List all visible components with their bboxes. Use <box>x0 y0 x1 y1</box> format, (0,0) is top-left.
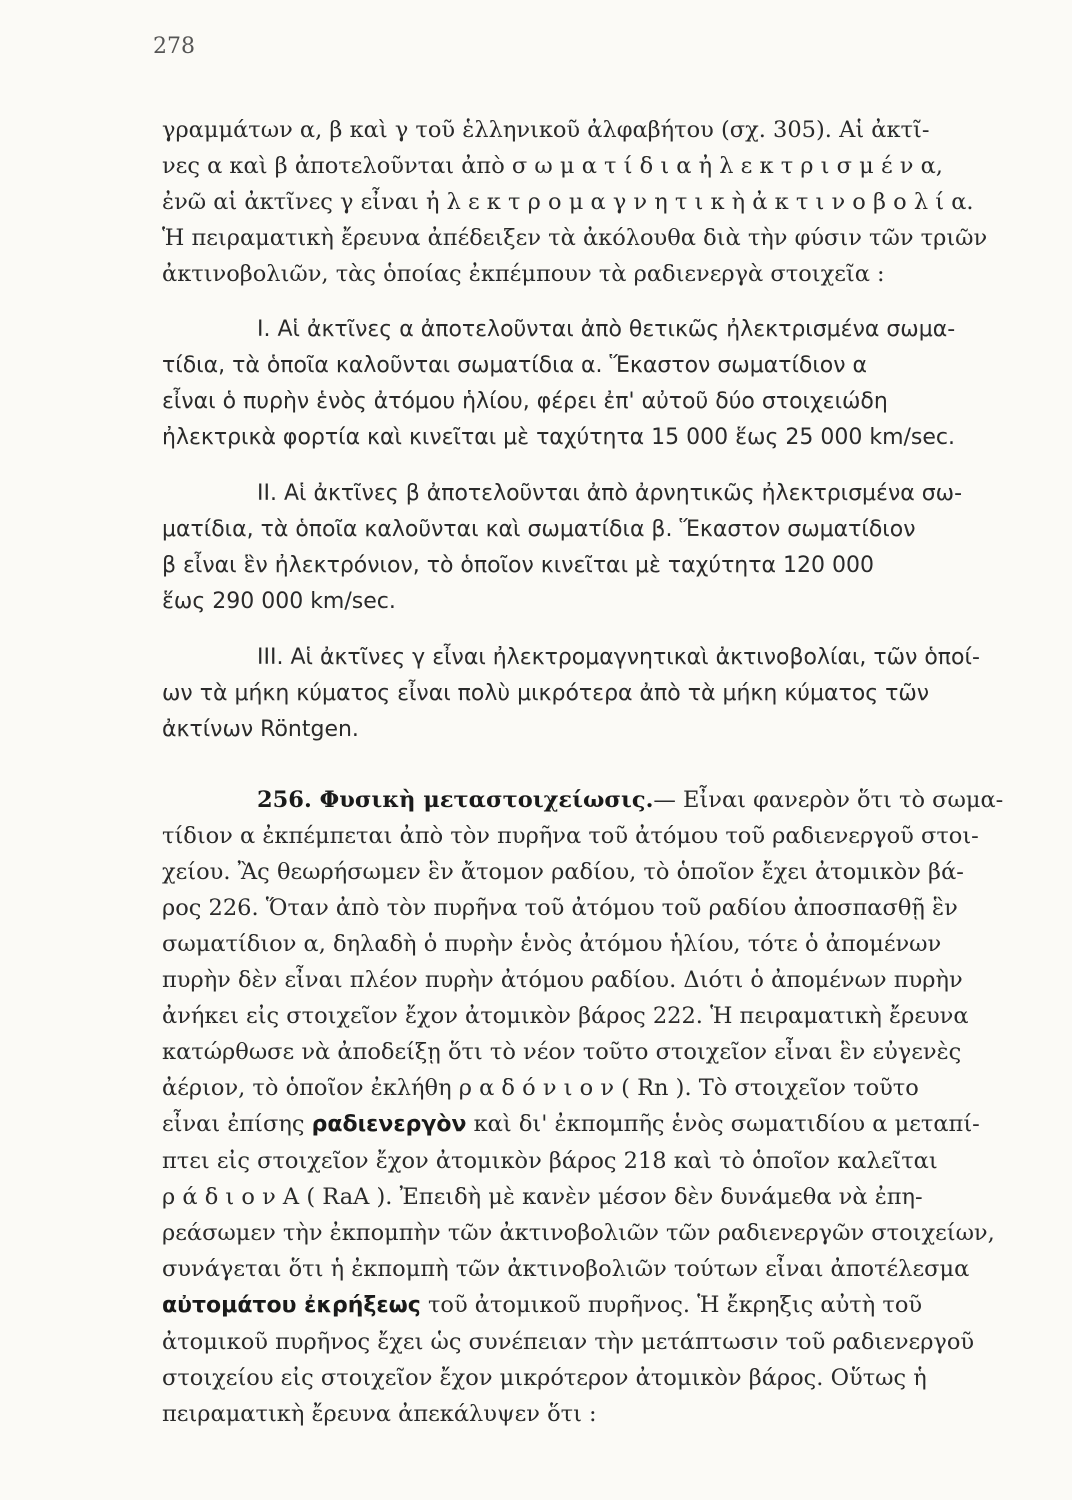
text-line: στοιχείου εἰς στοιχεῖον ἔχον μικρότερον ἀτομικὸν βάρος. Οὕτως ἡ <box>162 1365 927 1391</box>
intro-paragraph <box>162 112 1022 292</box>
text-line: χείου. Ἂς θεωρήσωμεν ἓν ἄτομον ραδίου, τὸ ὁποῖον ἔχει ἀτομικὸν βά- <box>162 859 964 885</box>
text-line: τίδιον α ἐκπέμπεται ἀπὸ τὸν πυρῆνα τοῦ ἀτόμου τοῦ ραδιενεργοῦ στοι- <box>162 823 979 849</box>
text-line: ΙΙ. Αἱ ἀκτῖνες β ἀποτελοῦνται ἀπὸ ἀρνητικῶς ἠλεκτρισμένα σω- <box>257 481 963 506</box>
text-line: ἀτομικοῦ πυρῆνος ἔχει ὡς συνέπειαν τὴν μετάπτωσιν τοῦ ραδιενεργοῦ <box>162 1329 975 1355</box>
text-fragment: καὶ δι' ἐκπομπῆς ἑνὸς σωματιδίου α μεταπί- <box>466 1111 980 1137</box>
text-line: πυρὴν δὲν εἶναι πλέον πυρὴν ἀτόμου ραδίου. Διότι ὁ ἀπομένων πυρὴν <box>162 967 963 993</box>
text-line: πειραματικὴ ἔρευνα ἀπεκάλυψεν ὅτι : <box>162 1401 597 1427</box>
text-line: κατώρθωσε νὰ ἀποδείξῃ ὅτι τὸ νέον τοῦτο στοιχεῖον εἶναι ἓν εὐγενὲς <box>162 1039 962 1065</box>
text-line: σωματίδιον α, δηλαδὴ ὁ πυρὴν ἑνὸς ἀτόμου ἡλίου, τότε ὁ ἀπομένων <box>162 931 942 957</box>
text-line: συνάγεται ὅτι ἡ ἐκπομπὴ τῶν ἀκτινοβολιῶν τούτων εἶναι ἀποτέλεσμα <box>162 1256 970 1282</box>
section-256 <box>162 782 1022 1432</box>
text-line: ἀέριον, τὸ ὁποῖον ἐκλήθη ρ α δ ό ν ι ο ν ( Rn ). Τὸ στοιχεῖον τοῦτο <box>162 1075 919 1101</box>
text-line: ἀκτινοβολιῶν, τὰς ὁποίας ἐκπέμπουν τὰ ραδιενεργὰ στοιχεῖα : <box>162 261 885 287</box>
text-fragment: εἶναι ἐπίσης <box>162 1111 312 1137</box>
text-line: νες α καὶ β ἀποτελοῦνται ἀπὸ σ ω μ α τ ί δ ι α ἠ λ ε κ τ ρ ι σ μ έ ν α, <box>162 153 943 179</box>
item-beta-rays <box>162 476 1022 620</box>
text-line: ἠλεκτρικὰ φορτία καὶ κινεῖται μὲ ταχύτητα 15 000 ἕως 25 000 km/sec. <box>162 425 956 450</box>
text-line-radioactive <box>162 1106 1022 1143</box>
page-body <box>162 112 1022 1432</box>
text-line: ἀνήκει εἰς στοιχεῖον ἔχον ἀτομικὸν βάρος 222. Ἡ πειραματικὴ ἔρευνα <box>162 1003 969 1029</box>
text-line: ἀκτίνων Röntgen. <box>162 717 359 742</box>
text-line: ΙΙΙ. Αἱ ἀκτῖνες γ εἶναι ἠλεκτρομαγνητικαὶ ἀκτινοβολίαι, τῶν ὁποί- <box>257 645 980 670</box>
emphasis-radioactive: ραδιενεργὸν <box>311 1112 467 1137</box>
text-line: ων τὰ μήκη κύματος εἶναι πολὺ μικρότερα ἀπὸ τὰ μήκη κύματος τῶν <box>162 681 930 706</box>
text-line-explosion <box>162 1287 1022 1324</box>
text-line: τίδια, τὰ ὁποῖα καλοῦνται σωματίδια α. Ἕκαστον σωματίδιον α <box>162 353 868 378</box>
text-line: ἕως 290 000 km/sec. <box>162 589 396 614</box>
item-gamma-rays <box>162 640 1022 748</box>
text-line: Ἡ πειραματικὴ ἔρευνα ἀπέδειξεν τὰ ἀκόλουθα διὰ τὴν φύσιν τῶν τριῶν <box>162 225 988 251</box>
text-line: Ι. Αἱ ἀκτῖνες α ἀποτελοῦνται ἀπὸ θετικῶς ἠλεκτρισμένα σωμα- <box>257 317 956 342</box>
section-heading: 256. Φυσικὴ μεταστοιχείωσις. <box>257 787 654 813</box>
text-line: β εἶναι ἓν ἠλεκτρόνιον, τὸ ὁποῖον κινεῖται μὲ ταχύτητα 120 000 <box>162 553 874 578</box>
text-line: ρεάσωμεν τὴν ἐκπομπὴν τῶν ἀκτινοβολιῶν τῶν ραδιενεργῶν στοιχείων, <box>162 1220 995 1246</box>
text-line: ρ ά δ ι ο ν Α ( RaA ). Ἐπειδὴ μὲ κανὲν μέσον δὲν δυνάμεθα νὰ ἐπη- <box>162 1184 923 1210</box>
text-line: ἐνῶ αἱ ἀκτῖνες γ εἶναι ἠ λ ε κ τ ρ ο μ α γ ν η τ ι κ ὴ ἀ κ τ ι ν ο β ο λ ί α. <box>162 189 974 215</box>
section-first-line <box>162 782 1022 818</box>
text-fragment: — Εἶναι φανερὸν ὅτι τὸ σωμα- <box>653 787 1004 813</box>
text-line: ρος 226. Ὅταν ἀπὸ τὸν πυρῆνα τοῦ ἀτόμου τοῦ ραδίου ἀποσπασθῇ ἓν <box>162 895 958 921</box>
item-alpha-rays <box>162 312 1022 456</box>
emphasis-spontaneous-explosion: αὐτομάτου ἐκρήξεως <box>162 1293 421 1318</box>
page-number: 278 <box>153 34 195 59</box>
text-line: εἶναι ὁ πυρὴν ἑνὸς ἀτόμου ἡλίου, φέρει ἐπ' αὐτοῦ δύο στοιχειώδη <box>162 389 888 414</box>
text-line: γραμμάτων α, β καὶ γ τοῦ ἑλληνικοῦ ἀλφαβήτου (σχ. 305). Αἱ ἀκτῖ- <box>162 117 930 143</box>
text-line: πτει εἰς στοιχεῖον ἔχον ἀτομικὸν βάρος 218 καὶ τὸ ὁποῖον καλεῖται <box>162 1148 938 1174</box>
text-fragment: τοῦ ἀτομικοῦ πυρῆνος. Ἡ ἔκρηξις αὐτὴ τοῦ <box>420 1292 923 1318</box>
text-line: ματίδια, τὰ ὁποῖα καλοῦνται καὶ σωματίδια β. Ἕκαστον σωματίδιον <box>162 517 916 542</box>
